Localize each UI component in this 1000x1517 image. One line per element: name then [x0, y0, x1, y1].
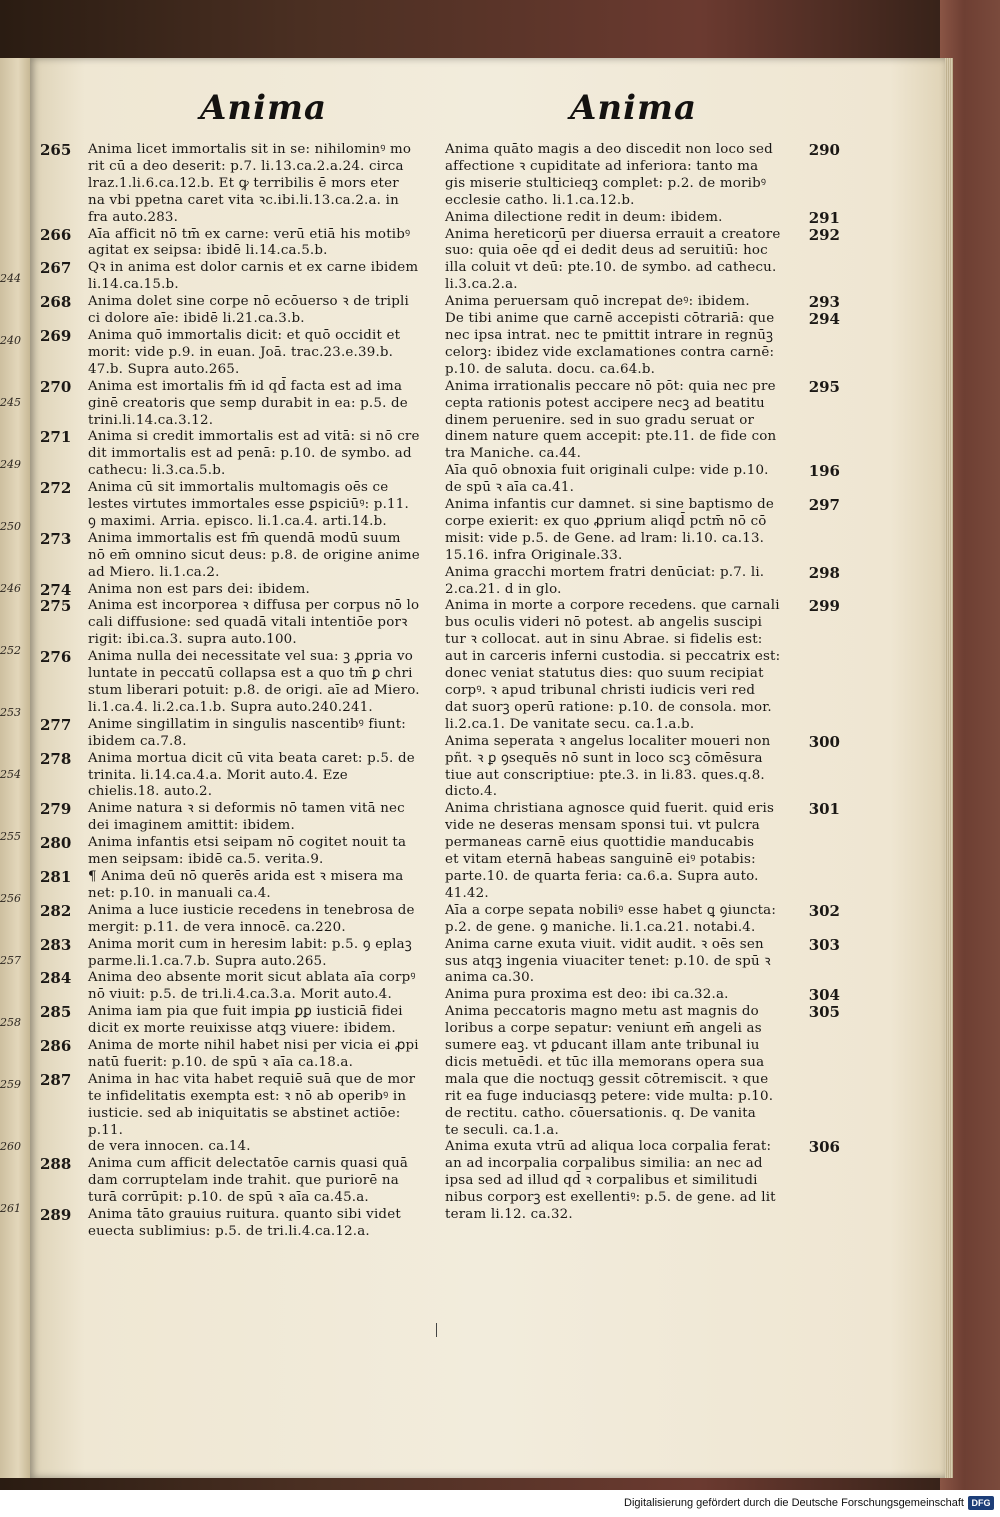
- entry-text: Anima licet immortalis sit in se: nihilominꝰ mo rit cū a deo deserit: p.7. li.13.ca.2.a.24. circa lraz.1.li.6.ca.12.b. Et ꝙ terribilis ē mors eter na vbi ppetna caret vita ꝛc.ibi.li.13.ca.2.a. in fra auto.283.: [88, 142, 412, 225]
- index-entry: [40, 480, 440, 531]
- index-entry: [445, 987, 840, 1004]
- index-entry: [445, 497, 840, 565]
- index-entry: [40, 598, 440, 649]
- index-entry: [40, 801, 440, 835]
- index-entry: [445, 227, 840, 295]
- entry-text: Anima hereticorū per diuersa errauit a creatore suo: quia oēe qd̄ ei dedit deus ad seruitiū: hoc illa coluit vt deū: pte.10. de symbo. ad cathecu. li.3.ca.2.a.: [445, 226, 781, 293]
- entry-text: Anima carne exuta viuit. vidit audit. ꝛ oēs sen sus atqꝫ ingenia viuaciter tenet: p.10. de spū ꝛ anima ca.30.: [445, 936, 771, 986]
- index-entry: [445, 801, 840, 902]
- entry-text: Anima seperata ꝛ angelus localiter moueri non pñt. ꝛ ꝑ ꝯsequēs nō sunt in loco scꝫ cōmēsura tiue aut conscriptiue: pte.3. in li.83. ques.q.8. dicto.4.: [445, 733, 771, 800]
- entry-number: 196: [808, 462, 840, 481]
- index-entry: [40, 751, 440, 802]
- index-entry: [40, 142, 440, 227]
- index-entry: [40, 260, 440, 294]
- left-margin-mark: 261: [0, 1202, 21, 1215]
- entry-number: 272: [40, 479, 72, 498]
- left-margin-mark: 252: [0, 644, 21, 657]
- entry-text: Anima dilectione redit in deum: ibidem.: [445, 209, 723, 225]
- entry-number: 291: [808, 208, 840, 227]
- entry-number: 303: [808, 935, 840, 954]
- header-right: Anima: [570, 88, 698, 128]
- index-entry: [40, 582, 440, 599]
- index-entry: [445, 937, 840, 988]
- entry-number: 292: [808, 225, 840, 244]
- entry-number: 284: [40, 969, 72, 988]
- index-entry: [445, 311, 840, 379]
- index-entry: [40, 649, 440, 717]
- left-margin-mark: 254: [0, 768, 21, 781]
- entry-text: Anima peccatoris magno metu ast magnis do loribus a corpe sepatur: veniunt em̄ angeli as sumere eaꝫ. vt ꝑducant illam ante tribunal iu dicis metuēdi. et tūc illa memorans opera sua mala que die noctuqꝫ gessit cōtremiscit. ꝛ que rit ea fuge induciasqꝫ petere: vide multa: p.10. de rectitu. catho. cōuersationis. q. De vanita te seculi. ca.1.a.: [445, 1004, 774, 1138]
- left-margin-mark: 257: [0, 954, 21, 967]
- index-entry: [445, 379, 840, 464]
- entry-number: 273: [40, 529, 72, 548]
- entry-number: 301: [808, 800, 840, 819]
- entry-number: 278: [40, 749, 72, 768]
- entry-number: 281: [40, 867, 72, 886]
- entry-text: Anima peruersam quō increpat deꝰ: ibidem.: [445, 294, 750, 310]
- entry-number: 304: [808, 986, 840, 1005]
- entry-number: 287: [40, 1070, 72, 1089]
- entry-text: Anima infantis etsi seipam nō cogitet nouit ta men seipsam: ibidē ca.5. verita.9.: [88, 835, 407, 868]
- entry-number: 285: [40, 1003, 72, 1022]
- entry-number: 282: [40, 901, 72, 920]
- index-entry: [40, 379, 440, 430]
- index-entry: [40, 835, 440, 869]
- left-margin-mark: 256: [0, 892, 21, 905]
- entry-number: 300: [808, 732, 840, 751]
- index-entry: [40, 1156, 440, 1207]
- index-entry: [40, 531, 440, 582]
- entry-number: 294: [808, 310, 840, 329]
- entry-number: 293: [808, 293, 840, 312]
- entry-text: Anima de morte nihil habet nisi per vicia ei ꝓpi natū fuerit: p.10. de spū ꝛ aīa ca.18.a.: [88, 1038, 419, 1070]
- entry-text: De tibi anime que carnē accepisti cōtrariā: que nec ipsa intrat. nec te pmittit intrare in regnūꝫ celorꝫ: ibidez vide exclamationes contra carnē: p.10. de saluta. docu. ca.64.b.: [445, 311, 775, 377]
- header-left: Anima: [200, 88, 328, 128]
- left-margin-mark: 255: [0, 830, 21, 843]
- index-entry: [445, 598, 840, 733]
- entry-text: ¶ Anima deū nō querēs arida est ꝛ misera ma net: p.10. in manuali ca.4.: [88, 868, 404, 901]
- left-margin-mark: 260: [0, 1140, 21, 1153]
- index-entry: [445, 463, 840, 497]
- index-entry: [40, 328, 440, 379]
- entry-number: 275: [40, 597, 72, 616]
- entry-text: Anima est incorporea ꝛ diffusa per corpus nō lo cali diffusione: sed quadā vitali intentiōe porꝛ rigit: ibi.ca.3. supra auto.100.: [88, 598, 420, 648]
- entry-number: 286: [40, 1037, 72, 1056]
- entry-text: Anima infantis cur damnet. si sine baptismo de corpe exierit: ex quo ꝓprium aliqd̄ pctm̄ nō cō misit: vide p.5. de Gene. ad lram: li.10. ca.13. 15.16. infra Originale.33.: [445, 497, 774, 563]
- entry-number: 269: [40, 326, 72, 345]
- entry-text: Anima exuta vtrū ad aliqua loca corpalia ferat: an ad incorpalia corpalibus similia: an nec ad ipsa sed ad illud qd̄ ꝛ corpalibus et similitudi nibus corporꝫ est exellentiꝰ: p.5. de gene. ad lit teram li.12. ca.32.: [445, 1139, 776, 1223]
- column-rule-mark: [436, 1323, 437, 1337]
- index-entry: [445, 294, 840, 311]
- left-margin-mark: 259: [0, 1078, 21, 1091]
- index-entry: [445, 210, 840, 227]
- entry-number: 295: [808, 377, 840, 396]
- entry-text: Anima iam pia que fuit impia ꝑꝑ iusticiā fidei dicit ex morte reuixisse atqꝫ viuere: ibidem.: [88, 1004, 403, 1037]
- entry-number: 276: [40, 648, 72, 667]
- index-entry: [40, 1207, 440, 1241]
- left-margin-mark: 245: [0, 396, 21, 409]
- left-margin-mark: 246: [0, 582, 21, 595]
- entry-number: 280: [40, 834, 72, 853]
- left-margin-mark: 244: [0, 272, 21, 285]
- entry-text: Anima deo absente morit sicut ablata aīa corpꝰ nō viuit: p.5. de tri.li.4.ca.3.a. Morit auto.4.: [88, 970, 416, 1003]
- entry-text: Anima si credit immortalis est ad vitā: si nō cre dit immortalis est ad penā: p.10. de symbo. ad cathecu: li.3.ca.5.b.: [88, 429, 420, 479]
- entry-text: Anime singillatim in singulis nascentibꝰ fiunt: ibidem ca.7.8.: [88, 716, 407, 749]
- entry-number: 267: [40, 259, 72, 278]
- index-entry: [40, 227, 440, 261]
- entry-number: 305: [808, 1003, 840, 1022]
- index-entry: [445, 1139, 840, 1224]
- index-entry: [40, 1038, 440, 1072]
- index-entry: [40, 970, 440, 1004]
- entry-number: 265: [40, 141, 72, 159]
- left-page-marks: [0, 248, 26, 1240]
- entry-text: Anima immortalis est fm̄ quendā modū suum nō em̄ omnino sicut deus: p.8. de origine anime ad Miero. li.1.ca.2.: [88, 530, 420, 580]
- footer-bar: [0, 1490, 1000, 1517]
- index-entry: [40, 869, 440, 903]
- entry-number: 306: [808, 1138, 840, 1157]
- entry-number: 277: [40, 715, 72, 734]
- left-margin-mark: 250: [0, 520, 21, 533]
- entry-text: Aīa a corpe sepata nobiliꝰ esse habet ꝗ ꝯiuncta: p.2. de gene. ꝯ maniche. li.1.ca.21. notabi.4.: [445, 902, 777, 935]
- entry-number: 302: [808, 901, 840, 920]
- left-margin-mark: 249: [0, 458, 21, 471]
- entry-text: Anima cum afficit delectatōe carnis quasi quā dam corruptelam inde trahit. que puriorē na turā corrūpit: p.10. de spū ꝛ aīa ca.45.a.: [88, 1156, 409, 1206]
- entry-text: Anima christiana agnosce quid fuerit. quid eris vide ne deseras mensam sponsi tui. vt pulcra permaneas carnē eius quottidie manducabis et vitam eternā habeas sanguinē eiꝰ potabis: parte.10. de quarta feria: ca.6.a. Supra auto. 41.42.: [445, 801, 775, 901]
- entry-number: 270: [40, 377, 72, 396]
- page-edge: [945, 58, 953, 1478]
- entry-text: Aīa quō obnoxia fuit originali culpe: vide p.10. de spū ꝛ aīa ca.41.: [445, 463, 769, 496]
- left-column: [40, 142, 440, 1241]
- entry-text: Anima tāto grauius ruitura. quanto sibi videt euecta sublimius: p.5. de tri.li.4.ca.12.a.: [88, 1207, 401, 1239]
- entry-text: Anime natura ꝛ si deformis nō tamen vitā nec dei imaginem amittit: ibidem.: [88, 801, 405, 834]
- entry-text: Anima irrationalis peccare nō pōt: quia nec pre cepta rationis potest accipere necꝫ ad beatitu dinem peruenire. sed in suo gradu seruat or dinem nature quem accepit: pte.11. de fide con tra Maniche. ca.44.: [445, 378, 777, 462]
- index-entry: [40, 1004, 440, 1038]
- index-entry: [445, 903, 840, 937]
- entry-text: Anima in morte a corpore recedens. que carnali bus oculis videri nō potest. ab angelis suscipi tur ꝛ collocat. aut in sinu Abrae. si fidelis est: aut in carceris inferni custodia. si peccatrix est: donec veniat statutus dies: quo suum recipiat corpꝰ. ꝛ apud tribunal christi iudicis veri red dat suorꝫ operū ratione: p.10. de consola. mor. li.2.ca.1. De vanitate secu. ca.1.a.b.: [445, 598, 781, 732]
- entry-number: 271: [40, 428, 72, 447]
- entry-text: Anima cū sit immortalis multomagis oēs ce lestes virtutes immortales esse ꝑspiciūꝰ: p.11. ꝯ maximi. Arria. episco. li.1.ca.4. arti.14.b.: [88, 480, 409, 529]
- index-entry: [40, 903, 440, 937]
- entry-text: Anima quō immortalis dicit: et quō occidit et morit: vide p.9. in euan. Joā. trac.23.e.39.b. 47.b. Supra auto.265.: [88, 327, 401, 377]
- entry-text: Anima non est pars dei: ibidem.: [88, 581, 310, 597]
- index-entry: [40, 294, 440, 328]
- footer-credit: Digitalisierung gefördert durch die Deutsche Forschungsgemeinschaft: [624, 1497, 964, 1509]
- entry-text: Aīa afficit nō tm̄ ex carne: verū etiā his motibꝰ agitat ex seipsa: ibidē li.14.ca.5.b.: [88, 226, 411, 259]
- index-entry: [445, 1004, 840, 1139]
- index-entry: [445, 565, 840, 599]
- index-entry: [40, 429, 440, 480]
- entry-number: 266: [40, 225, 72, 244]
- left-page-sliver: [0, 58, 31, 1478]
- entry-text: Anima quāto magis a deo discedit non loco sed affectione ꝛ cupiditate ad inferiora: tanto ma gis miserie stulticieqꝫ complet: p.2. de moribꝰ ecclesie catho. li.1.ca.12.b.: [445, 142, 773, 208]
- entry-number: 283: [40, 935, 72, 954]
- entry-number: 297: [808, 496, 840, 515]
- left-margin-mark: 253: [0, 706, 21, 719]
- entry-text: Anima a luce iusticie recedens in tenebrosa de mergit: p.11. de vera innocē. ca.220.: [88, 902, 415, 935]
- entry-text: Anima mortua dicit cū vita beata caret: p.5. de trinita. li.14.ca.4.a. Morit auto.4. Eze chielis.18. auto.2.: [88, 750, 415, 800]
- entry-number: 288: [40, 1155, 72, 1174]
- index-entry: [40, 1072, 440, 1157]
- entry-number: 268: [40, 293, 72, 312]
- entry-number: 290: [808, 141, 840, 159]
- index-entry: [445, 734, 840, 802]
- entry-text: Anima nulla dei necessitate vel sua: ꝫ ꝓpria vo luntate in peccatū collapsa est a quo tm̄ ꝑ chri stum liberari potuit: p.8. de origi. aīe ad Miero. li.1.ca.4. li.2.ca.1.b. Supra auto.240.241.: [88, 649, 420, 715]
- entry-number: 289: [40, 1206, 72, 1225]
- entry-text: Anima gracchi mortem fratri denūciat: p.7. li. 2.ca.21. d in glo.: [445, 564, 765, 597]
- entry-text: Anima pura proxima est deo: ibi ca.32.a.: [445, 987, 729, 1003]
- left-margin-mark: 258: [0, 1016, 21, 1029]
- right-column: [445, 142, 840, 1224]
- entry-text: Qꝛ in anima est dolor carnis et ex carne ibidem li.14.ca.15.b.: [88, 260, 419, 293]
- left-margin-mark: 240: [0, 334, 21, 347]
- entry-number: 299: [808, 597, 840, 616]
- index-entry: [445, 142, 840, 210]
- entry-text: Anima dolet sine corpe nō ecōuerso ꝛ de tripli ci dolore aīe: ibidē li.21.ca.3.b.: [88, 294, 409, 327]
- index-entry: [40, 717, 440, 751]
- entry-number: 298: [808, 563, 840, 582]
- entry-text: Anima morit cum in heresim labit: p.5. ꝯ eplaꝫ parme.li.1.ca.7.b. Supra auto.265.: [88, 936, 412, 969]
- entry-number: 279: [40, 800, 72, 819]
- index-entry: [40, 937, 440, 971]
- entry-text: Anima in hac vita habet requiē suā que de mor te infidelitatis exempta est: ꝛ nō ab operibꝰ in iusticie. sed ab iniquitatis se abstinet actiōe: p.11. de vera innocen. ca.14.: [88, 1071, 416, 1155]
- entry-number: 274: [40, 580, 72, 599]
- dfg-logo-icon: DFG: [968, 1496, 994, 1510]
- entry-text: Anima est imortalis fm̄ id qd̄ facta est ad ima ginē creatoris que semp durabit in ea: p.5. de trini.li.14.ca.3.12.: [88, 378, 408, 428]
